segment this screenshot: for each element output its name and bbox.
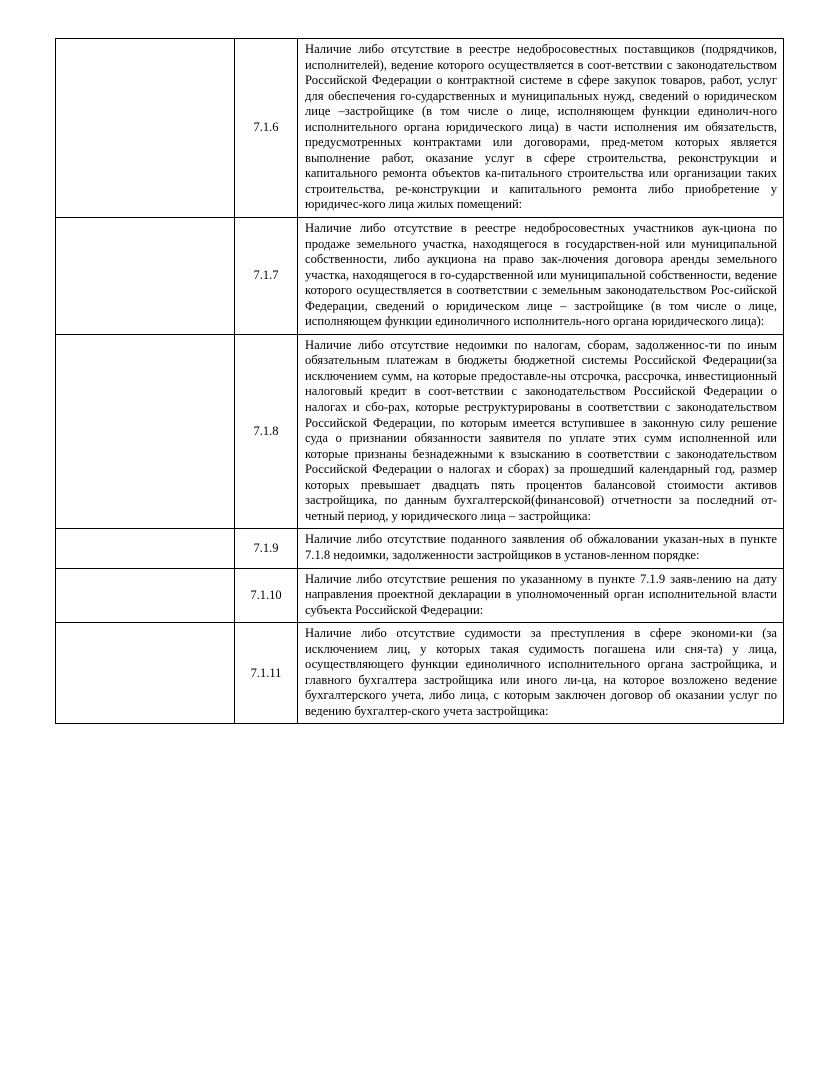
clause-number-cell xyxy=(235,39,298,218)
table-row xyxy=(56,623,784,724)
clause-number: 7.1.9 xyxy=(253,540,279,555)
clause-text: Наличие либо отсутствие в реестре недобросовестных участников аук-циона по продаже земельного участка, находящегося в государствен-ной или муниципальной собственности, либо аукциона на право зак-лючения договора аренды земельного участка, находящегося в го-сударственной или муниципальной собственности, ведение которого осуществляется в соответствии с земельным законодательством Рос-сийской Федерации, сведений о юридическом лице – застройщике (в том числе о лице, исполняющем функции единоличного исполнитель-ного органа юридического лица): xyxy=(305,221,777,329)
table-row xyxy=(56,529,784,568)
clause-text-cell xyxy=(298,218,784,335)
clause-number-cell xyxy=(235,218,298,335)
row-marker-cell xyxy=(56,334,235,529)
clause-number-cell xyxy=(235,568,298,623)
clause-number: 7.1.7 xyxy=(253,268,279,283)
row-marker-cell xyxy=(56,529,235,568)
clause-text: Наличие либо отсутствие недоимки по налогам, сборам, задолженнос-ти по иным обязательным платежам в бюджеты бюджетной системы Российской Федерации(за исключением сумм, на которые предоставле-ны отсрочка, рассрочка, инвестиционный налоговый кредит в соот-ветствии с законодательством Российской Федерации о налогах и сбо-рах, которые реструктурированы в соответствии с законодательством Российской Федерации, по которым имеется вступившее в законную силу решение суда о признании обязанности заявителя по уплате этих сумм исполненной или которые признаны безнадежными к взысканию в соответствии с законодательством Российской Федерации о налогах и сборах) за прошедший календарный год, размер которых превышает двадцать пять процентов балансовой стоимости активов застройщика, по данным бухгалтерской(финансовой) отчетности за последний от-четный период, у юридического лица – застройщика: xyxy=(305,337,777,523)
clause-number: 7.1.8 xyxy=(253,424,279,438)
clause-number: 7.1.11 xyxy=(250,665,282,680)
row-marker-cell xyxy=(56,623,235,724)
clause-text-cell xyxy=(298,529,784,568)
clause-number-cell xyxy=(235,529,298,568)
row-marker-cell xyxy=(56,39,235,218)
clause-text-cell xyxy=(298,334,784,529)
clause-number: 7.1.6 xyxy=(253,120,279,135)
table-row xyxy=(56,334,784,529)
clause-text: Наличие либо отсутствие поданного заявления об обжаловании указан-ных в пункте 7.1.8 недоимки, задолженности застройщиков в установ-ленном порядке: xyxy=(305,532,777,562)
clause-text: Наличие либо отсутствие решения по указанному в пункте 7.1.9 заяв-лению на дату направления проектной декларации в уполномоченный орган исполнительной власти субъекта Российской Федерации: xyxy=(305,571,777,617)
clause-text-cell xyxy=(298,568,784,623)
table-body xyxy=(56,39,784,724)
requirements-table xyxy=(55,38,784,724)
table-row xyxy=(56,568,784,623)
clause-text-cell xyxy=(298,623,784,724)
row-marker-cell xyxy=(56,218,235,335)
table-row xyxy=(56,39,784,218)
clause-text: Наличие либо отсутствие судимости за преступления в сфере экономи-ки (за исключением лиц, у которых такая судимость погашена или сня-та) у лица, осуществляющего функции единоличного исполнительного органа застройщика, и главного бухгалтера застройщика или иного ли-ца, на которое возложено ведение бухгалтерского учета, либо лица, с которым заключен договор об оказании услуг по ведению бухгалтер-ского учета застройщика: xyxy=(305,626,777,718)
clause-text: Наличие либо отсутствие в реестре недобросовестных поставщиков (подрядчиков, исполнителей), ведение которого осуществляется в соот-ветствии с законодательством Российской Федерации о контрактной системе в сфере закупок товаров, работ, услуг для обеспечения го-сударственных и муниципальных нужд, сведений о юридическом лице –застройщике (в том числе о лице, исполняющем функции единолич-ного исполнительного органа юридического лица) в части исполнения им обязательств, предусмотренных контрактами или договорами, пред-метом которых является выполнение работ, оказание услуг в сфере строительства, реконструкции и капитального ремонта объектов ка-питального строительства или организации таких строительства, ре-конструкции и капитального ремонта либо приобретение у юридичес-кого лица жилых помещений: xyxy=(305,42,777,212)
row-marker-cell xyxy=(56,568,235,623)
clause-text-cell xyxy=(298,39,784,218)
clause-number-cell xyxy=(235,623,298,724)
clause-number-cell xyxy=(235,334,298,529)
clause-number: 7.1.10 xyxy=(250,587,282,602)
table-row xyxy=(56,218,784,335)
